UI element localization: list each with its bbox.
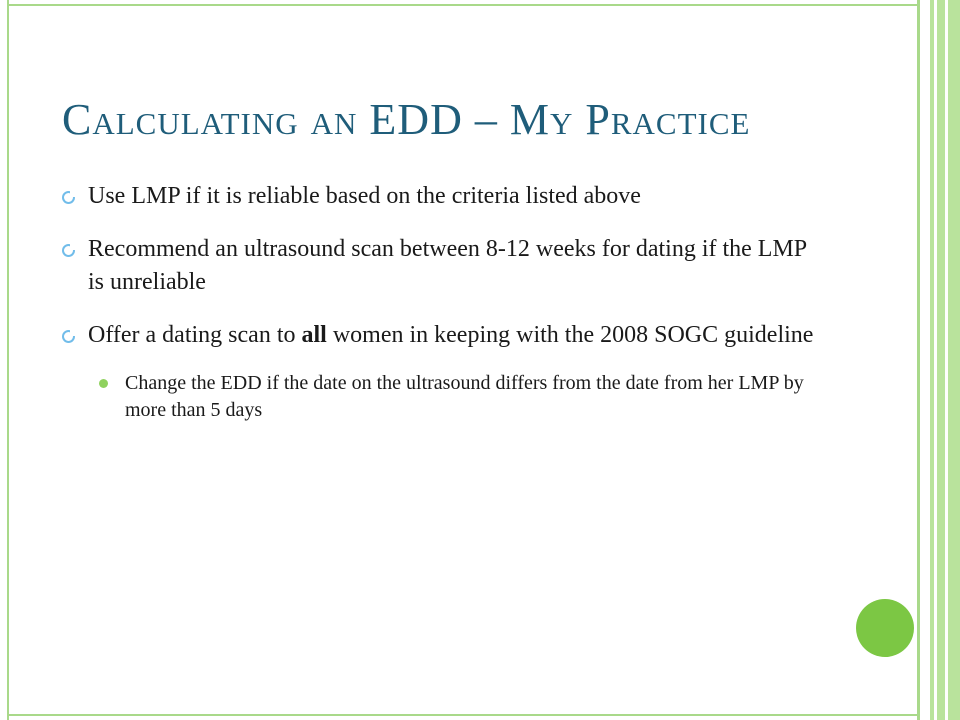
decorative-stripe bbox=[920, 0, 930, 720]
bullet-item bbox=[62, 319, 822, 352]
sub-bullet-text: Change the EDD if the date on the ultrasound differs from the date from her LMP by more than 5 days bbox=[125, 372, 804, 421]
frame-left-border bbox=[7, 0, 9, 720]
bullet-text: Use LMP if it is reliable based on the criteria listed above bbox=[88, 183, 641, 209]
sub-bullet-item bbox=[99, 370, 822, 424]
bullet-list bbox=[62, 180, 822, 424]
bullet-text: Recommend an ultrasound scan between 8-12 weeks for dating if the LMP is unreliable bbox=[88, 236, 807, 295]
frame-bottom-border bbox=[7, 714, 919, 716]
hollow-circle-bullet-icon bbox=[62, 191, 75, 204]
green-dot-bullet-icon bbox=[99, 379, 108, 388]
bullet-text-emphasis: all bbox=[301, 322, 327, 348]
decorative-stripe bbox=[948, 0, 960, 720]
bullet-item bbox=[62, 180, 822, 213]
slide-title: Calculating an EDD – My Practice bbox=[62, 95, 751, 144]
hollow-circle-bullet-icon bbox=[62, 330, 75, 343]
hollow-circle-bullet-icon bbox=[62, 244, 75, 257]
bullet-text-start: Offer a dating scan to bbox=[88, 322, 302, 348]
frame-top-border bbox=[7, 4, 919, 6]
decorative-stripe bbox=[937, 0, 945, 720]
green-circle-icon bbox=[856, 599, 914, 657]
bullet-text-end: women in keeping with the 2008 SOGC guideline bbox=[326, 322, 814, 348]
bullet-item bbox=[62, 233, 822, 299]
